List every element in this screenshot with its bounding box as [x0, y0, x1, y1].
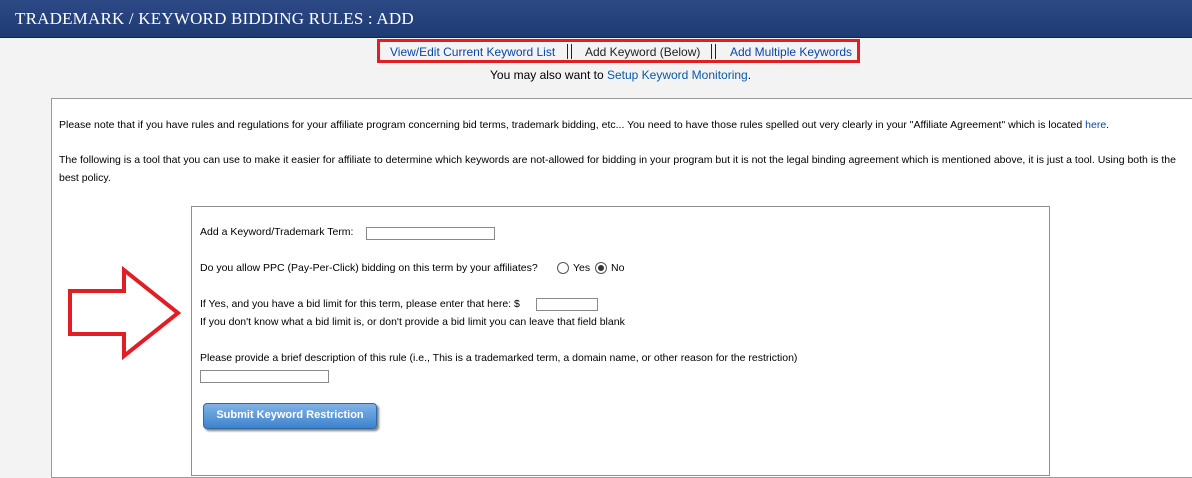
keyword-term-label: Add a Keyword/Trademark Term: — [200, 226, 354, 238]
tool-explanation: The following is a tool that you can use to make it easier for affiliate to determine which keywords are not-allowed for bidding in your program but it is not the legal binding agreement which is mentioned above, it is just a tool. Using both is the best policy. — [59, 154, 1176, 184]
ppc-yes-radio[interactable] — [557, 262, 569, 274]
monitoring-prefix: You may also want to — [490, 68, 607, 82]
keyword-form — [191, 206, 1050, 476]
ppc-yes-label: Yes — [573, 262, 591, 274]
rule-description-label: Please provide a brief description of this rule (i.e., This is a trademarked term, a domain name, or other reason for the restriction) — [200, 352, 798, 364]
add-multiple-keywords-link[interactable]: Add Multiple Keywords — [730, 45, 853, 59]
bid-limit-label: If Yes, and you have a bid limit for this term, please enter that here: $ — [200, 298, 520, 310]
monitoring-suggestion — [490, 68, 751, 82]
page-header — [0, 0, 1192, 38]
keyword-term-input[interactable] — [366, 227, 495, 240]
ppc-question-label: Do you allow PPC (Pay-Per-Click) bidding on this term by your affiliates? — [200, 262, 538, 274]
ppc-no-radio[interactable] — [595, 262, 607, 274]
page-title: TRADEMARK / KEYWORD BIDDING RULES : ADD — [15, 9, 414, 28]
bid-limit-input[interactable] — [536, 298, 598, 311]
monitoring-suffix: . — [747, 68, 752, 82]
submit-keyword-restriction-button[interactable]: Submit Keyword Restriction — [203, 403, 377, 429]
nav-separator — [567, 44, 572, 59]
view-edit-keyword-list-link[interactable]: View/Edit Current Keyword List — [390, 45, 556, 59]
nav-separator — [711, 44, 716, 59]
bid-limit-help: If you don't know what a bid limit is, or don't provide a bid limit you can leave that field blank — [200, 316, 625, 328]
affiliate-agreement-notice — [59, 116, 1179, 134]
notice-text: Please note that if you have rules and regulations for your affiliate program concerning bid terms, trademark bidding, etc... You need to have those rules spelled out very clearly in your "Affiliate Agreement" which is located — [59, 119, 1086, 131]
red-arrow-right-icon — [66, 268, 186, 360]
rule-description-input[interactable] — [200, 370, 329, 383]
add-keyword-current-tab: Add Keyword (Below) — [585, 45, 701, 59]
affiliate-agreement-here-link[interactable]: here — [1085, 119, 1107, 131]
notice-suffix: . — [1106, 119, 1110, 131]
keyword-nav-bar — [377, 39, 860, 63]
ppc-no-label: No — [611, 262, 625, 274]
setup-keyword-monitoring-link[interactable]: Setup Keyword Monitoring — [606, 68, 748, 82]
